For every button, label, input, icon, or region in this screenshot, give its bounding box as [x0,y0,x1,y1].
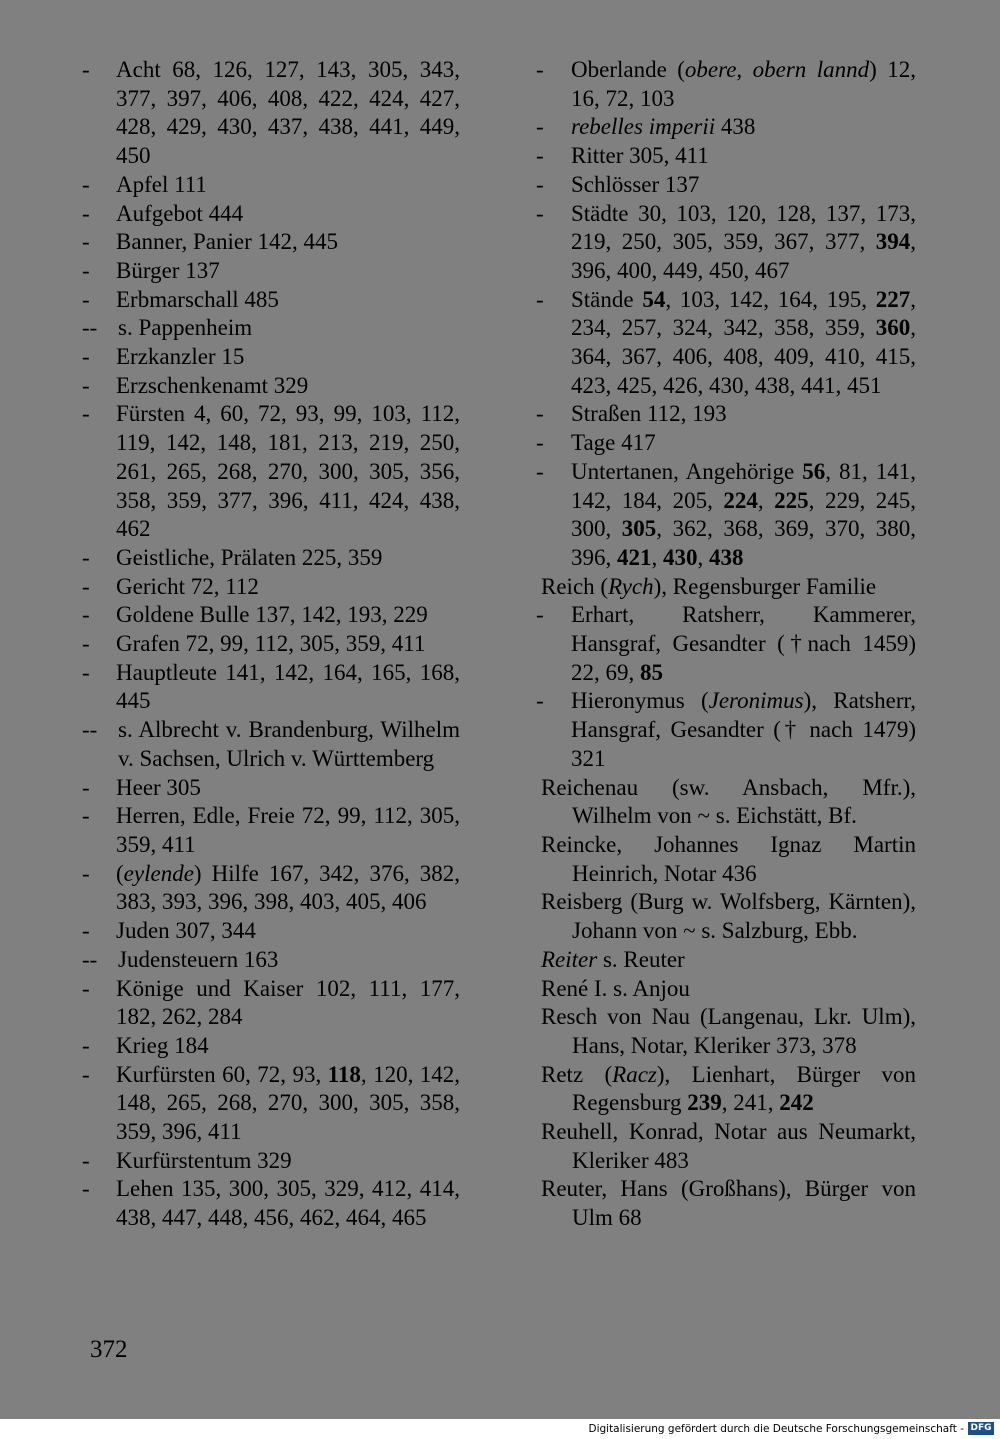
entry-text: ) Hilfe 167, 342, 376, 382, 383, 393, 396, 398, 403, 405, 406 [116,860,460,915]
entry-dash-marker: - [82,286,90,312]
entry-text: Stände [571,286,643,312]
index-entry [536,831,916,888]
index-entry [536,113,916,142]
entry-text: Gericht 72, 112 [116,573,259,599]
entry-dash-marker: - [82,975,90,1001]
entry-text: , 234, 257, 324, 342, 358, 359, [571,286,917,341]
entry-dash-marker: - [82,602,90,628]
entry-text: Geistliche, Prälaten 225, 359 [116,544,383,570]
entry-text: ), Regensburger Familie [653,573,877,599]
index-entry [82,400,460,544]
entry-dash-marker: - [536,200,544,226]
index-entry [536,200,916,286]
entry-text: , 241, [721,1090,780,1116]
index-entry [536,400,916,429]
entry-text: Oberlande ( [571,57,685,82]
entry-dash-marker: - [82,171,90,197]
index-entry [536,56,916,113]
entry-text: Reuhell, Konrad, Notar aus Neumarkt, Kleriker 483 [541,1119,916,1173]
bold-page-ref: 239 [687,1090,722,1116]
index-entry [536,1061,916,1118]
entry-dash-marker: - [536,171,544,197]
entry-text: Hauptleute 141, 142, 164, 165, 168, 445 [116,659,460,714]
entry-text: Reisberg (Burg w. Wolfsberg, Kärnten), Johann von ~ s. Salzburg, Ebb. [541,889,916,944]
index-entry [536,171,916,200]
entry-dash-marker: - [536,286,544,312]
entry-text: Grafen 72, 99, 112, 305, 359, 411 [116,631,426,657]
index-entry [536,946,916,975]
index-entry [82,917,460,946]
index-entry [82,1032,460,1061]
entry-text: Erhart, Ratsherr, Kammerer, Hansgraf, Gesandter (†nach 1459) 22, 69, [571,602,916,685]
entry-text: Kurfürstentum 329 [116,1147,292,1173]
entry-dash-marker: - [82,372,90,398]
index-entry [536,142,916,171]
index-entry [536,429,916,458]
italic-term: eylende [123,860,194,886]
entry-dash-marker: - [536,57,544,82]
entry-text: Acht 68, 126, 127, 143, 305, 343, 377, 397, 406, 408, 422, 424, 427, 428, 429, 430, 437, 438, 441, 449, 450 [116,57,460,169]
italic-term: rebelles imperii [571,114,716,140]
index-entry [82,228,460,257]
entry-text: Städte 30, 103, 120, 128, 137, 173, 219, 250, 305, 359, 367, 377, [571,200,916,255]
entry-text: Straßen 112, 193 [571,401,727,427]
index-entry [82,975,460,1032]
entry-dash-marker: - [82,1176,90,1202]
index-entry [536,888,916,945]
entry-dash-marker: - [82,257,90,283]
index-entry [82,630,460,659]
entry-dash-marker: - [82,344,90,370]
entry-text: Kurfürsten 60, 72, 93, [116,1061,328,1087]
entry-dash-marker: - [82,860,90,886]
entry-text: Herren, Edle, Freie 72, 99, 112, 305, 359, 411 [116,803,460,857]
entry-text: , 81, 141, 142, 184, 205, [571,458,917,513]
index-entry [82,343,460,372]
index-entry [82,601,460,630]
entry-text: , 362, 368, 369, 370, 380, 396, [571,516,917,570]
entry-text: Juden 307, 344 [116,918,256,944]
dfg-logo-icon: DFG [968,1422,994,1435]
entry-text: , [651,544,663,570]
entry-dash-marker: - [82,1061,90,1087]
bold-page-ref: 54 [642,286,666,312]
entry-dash-marker: - [82,544,90,570]
entry-dash-marker: - [82,631,90,657]
entry-text: Ritter 305, 411 [571,143,709,169]
footer-bar [0,1419,1000,1439]
index-column-right [536,56,916,1233]
index-entry [82,200,460,229]
entry-dash-marker: - [82,573,90,599]
entry-text: 438 [715,114,756,140]
bold-page-ref: 305 [621,516,657,542]
entry-dash-marker: - [536,143,544,169]
entry-text: Reichenau (sw. Ansbach, Mfr.), Wilhelm von ~ s. Eichstätt, Bf. [541,774,916,829]
entry-text: s. Albrecht v. Brandenburg, Wilhelm v. Sachsen, Ulrich v. Württemberg [118,717,460,771]
entry-dash-marker: - [82,1147,90,1173]
bold-page-ref: 118 [327,1061,361,1087]
index-entry [536,1003,916,1060]
entry-text: Retz ( [541,1061,613,1087]
entry-dash-marker: - [82,918,90,944]
entry-text: Tage 417 [571,430,656,456]
italic-term: obere, obern lannd [684,57,870,82]
entry-text: Untertanen, Angehörige [571,458,803,484]
entry-text: , 120, 142, 148, 265, 268, 270, 300, 305, 358, 359, 396, 411 [116,1061,460,1145]
entry-text: Fürsten 4, 60, 72, 93, 99, 103, 112, 119, 142, 148, 181, 213, 219, 250, 261, 265, 268, 270, 300, 305, 356, 358, 359, 377, 396, 411, 424, 438, 462 [116,401,460,542]
entry-text: ), Lienhart, Bürger von Regensburg [572,1061,916,1116]
index-entry [536,1118,916,1175]
index-entry [82,544,460,573]
italic-term: Reiter [541,946,598,972]
index-entry [536,601,916,687]
entry-text: , 364, 367, 406, 408, 409, 410, 415, 423, 425, 426, 430, 438, 441, 451 [571,315,916,398]
index-entry [82,257,460,286]
bold-page-ref: 85 [640,659,663,685]
index-entry [82,1147,460,1176]
entry-text: ) 12, 16, 72, 103 [571,57,916,111]
bold-page-ref: 225 [774,487,809,513]
entry-text: Krieg 184 [116,1032,209,1058]
page-number: 372 [90,1336,128,1363]
entry-text: Reincke, Johannes Ignaz Martin Heinrich, Notar 436 [541,831,916,886]
bold-page-ref: 430 [663,544,698,570]
entry-text: , 229, 245, 300, [571,487,917,542]
entry-text: Banner, Panier 142, 445 [116,229,339,255]
index-entry [82,802,460,859]
entry-dash-marker: -- [82,315,98,341]
footer-credit: Digitalisierung gefördert durch die Deutsche Forschungsgemeinschaft - [588,1423,964,1435]
entry-text: Resch von Nau (Langenau, Lkr. Ulm), Hans, Notar, Kleriker 373, 378 [541,1004,916,1058]
index-entry [82,860,460,917]
bold-page-ref: 438 [709,544,744,570]
entry-text: Erzschenkenamt 329 [116,372,309,398]
entry-text: Bürger 137 [116,257,220,283]
entry-text: , 103, 142, 164, 195, [665,286,876,312]
entry-dash-marker: - [82,1032,90,1058]
italic-term: Rych [608,573,654,599]
entry-dash-marker: - [82,803,90,829]
entry-text: Lehen 135, 300, 305, 329, 412, 414, 438, 447, 448, 456, 462, 464, 465 [116,1176,460,1231]
bold-page-ref: 227 [875,286,911,312]
entry-dash-marker: - [536,602,544,628]
entry-dash-marker: - [536,401,544,427]
entry-text: Reich ( [541,573,609,599]
entry-text: Apfel 111 [116,171,207,197]
entry-text: Hieronymus ( [571,688,709,714]
entry-text: Goldene Bulle 137, 142, 193, 229 [116,602,428,628]
entry-dash-marker: -- [82,946,98,972]
entry-text: René I. s. Anjou [541,975,690,1001]
index-entry [82,774,460,803]
bold-page-ref: 242 [779,1090,814,1116]
index-entry [82,171,460,200]
index-entry [536,286,916,401]
entry-text: Judensteuern 163 [118,946,279,972]
index-entry [536,573,916,602]
italic-term: Jeronimus [708,688,804,714]
bold-page-ref: 224 [723,487,758,513]
index-entry [82,1175,460,1232]
index-entry [82,946,460,975]
index-entry [536,458,916,573]
entry-dash-marker: - [536,458,544,484]
entry-dash-marker: - [82,401,90,427]
entry-text: Könige und Kaiser 102, 111, 177, 182, 262, 284 [116,975,460,1030]
index-entry [536,687,916,773]
index-entry [82,716,460,773]
entry-text: s. Pappenheim [118,315,253,341]
index-entry [82,1061,460,1147]
entry-text: Erbmarschall 485 [116,286,279,312]
entry-dash-marker: - [82,774,90,800]
entry-text: , 396, 400, 449, 450, 467 [571,229,916,283]
index-entry [82,56,460,171]
entry-text: ( [116,860,124,886]
entry-dash-marker: - [82,57,90,82]
index-entry [82,314,460,343]
entry-text: Aufgebot 444 [116,200,244,226]
index-entry [536,975,916,1004]
entry-text: s. Reuter [597,946,685,972]
entry-dash-marker: - [82,200,90,226]
index-entry [82,573,460,602]
index-entry [82,659,460,716]
entry-text: Schlösser 137 [571,171,700,197]
entry-text: ), Ratsherr, Hansgraf, Gesandter († nach 1479) 321 [571,688,916,771]
entry-text: Reuter, Hans (Großhans), Bürger von Ulm 68 [541,1176,916,1231]
index-column-left [82,56,460,1233]
index-entry [536,774,916,831]
entry-dash-marker: - [536,430,544,456]
entry-dash-marker: - [536,114,544,140]
entry-dash-marker: - [82,659,90,685]
bold-page-ref: 421 [617,544,652,570]
entry-text: , [697,544,709,570]
index-entry [82,286,460,315]
index-entry [82,372,460,401]
entry-dash-marker: - [536,688,544,714]
entry-dash-marker: - [82,229,90,255]
entry-text: Erzkanzler 15 [116,344,245,370]
bold-page-ref: 394 [875,229,911,255]
italic-term: Racz [612,1061,657,1087]
index-entry [536,1175,916,1232]
entry-text: , [757,487,775,513]
bold-page-ref: 360 [875,315,911,341]
entry-dash-marker: -- [82,717,98,743]
entry-text: Heer 305 [116,774,201,800]
bold-page-ref: 56 [802,458,826,484]
